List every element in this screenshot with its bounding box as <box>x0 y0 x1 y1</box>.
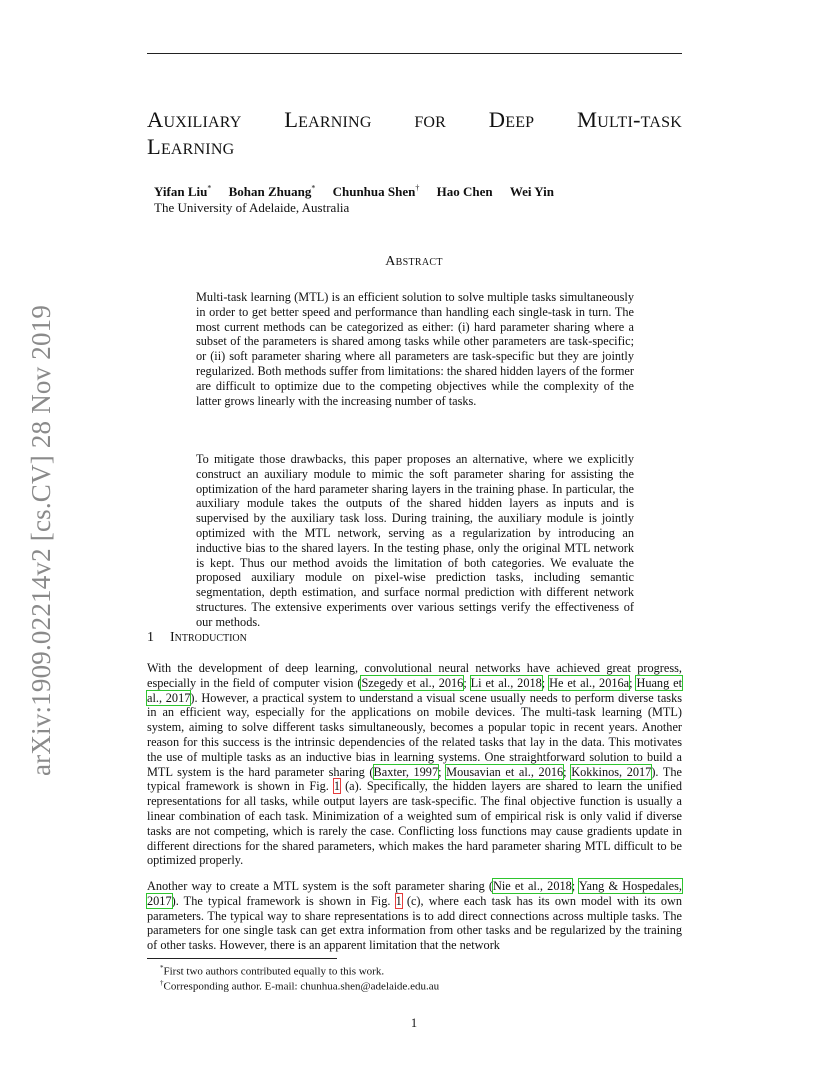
citation-link[interactable]: Baxter, 1997 <box>373 764 439 779</box>
citation-link[interactable]: Kokkinos, 2017 <box>571 764 652 779</box>
title-word: Auxiliary <box>147 107 242 132</box>
title-word: for <box>414 107 447 132</box>
title-word: Deep <box>488 107 535 132</box>
abstract-paragraph-1: Multi-task learning (MTL) is an efficient solution to solve multiple tasks simultaneously in order to get better speed and performance than handling each single-task in turn. The most current methods can be categorized as either: (i) hard parameter sharing where a subset of the parameters is shared among tasks while other parameters are task-specific; or (ii) soft parameter sharing where all parameters are task-specific but they are jointly regularized. Both methods suffer from limitations: the shared hidden layers of the former are difficult to optimize due to the competing objectives while the complexity of the latter grows linearly with the increasing number of tasks. <box>196 290 634 408</box>
figure-ref-link[interactable]: 1 <box>395 893 402 908</box>
paper-title <box>147 106 682 160</box>
section-heading <box>147 630 247 646</box>
intro-paragraph-1: With the development of deep learning, convolutional neural networks have achieved great progress, especially in the field of computer vision (Szegedy et al., 2016; Li et al., 2018; He et al., 2016a; Huang et al., 2017). However, a practical system to understand a visual scene usually needs to perform diverse tasks in an efficient way, especially for the applications on mobile devices. The multi-task learning (MTL) system, aiming to solve different tasks simultaneously, becomes a popular topic in recent years. Another reason for this success is the intrinsic dependencies of the related tasks that lay in the data. This motivates the use of multiple tasks as an inductive bias in learning systems. One straightforward solution to build a MTL system is the hard parameter sharing (Baxter, 1997; Mousavian et al., 2016; Kokkinos, 2017). The typical framework is shown in Fig. 1 (a). Specifically, the hidden layers are shared to learn the unified representations for all tasks, while output layers are task-specific. The final objective function is usually a linear combination of each task. Minimization of a weighted sum of empirical risk is only valid if diverse tasks are not competing, which is rarely the case. Conflicting loss functions may cause gradients update in different directions for the shared parameters, which makes the hard parameter sharing MTL difficult to be optimized properly. <box>147 661 683 868</box>
citation-link[interactable]: Li et al., 2018 <box>470 675 542 690</box>
arxiv-stamp: arXiv:1909.02214v2 [cs.CV] 28 Nov 2019 <box>26 304 56 776</box>
author: Chunhua Shen† <box>332 184 420 200</box>
citation-link[interactable]: Yang & Hospedales, 2017 <box>147 879 682 908</box>
author: Hao Chen <box>436 184 493 200</box>
title-word: Learning <box>284 107 372 132</box>
author: Yifan Liu* <box>154 184 212 200</box>
footnote-rule <box>147 958 337 959</box>
citation-link[interactable]: He et al., 2016a <box>549 675 630 690</box>
author: Wei Yin <box>509 184 555 200</box>
citation-link[interactable]: Nie et al., 2018 <box>493 879 572 893</box>
intro-paragraph-2: Another way to create a MTL system is the soft parameter sharing (Nie et al., 2018; Yang & Hospedales, 2017). The typical framework is shown in Fig. 1 (c), where each task has its own model with its own parameters. The typical way to share representations is to add direct connections across multiple tasks. The parameters for one single task can get extra information from other tasks and be regularized by the training of other tasks. However, there is an apparent limitation that the network <box>147 879 682 953</box>
citation-link[interactable]: Mousavian et al., 2016 <box>446 764 564 779</box>
title-word: Multi-task <box>577 107 682 132</box>
footnote-2: †Corresponding author. E-mail: chunhua.shen@adelaide.edu.au <box>160 979 440 993</box>
title-line-2: Learning <box>147 134 235 159</box>
figure-ref-link[interactable]: 1 <box>333 779 341 794</box>
author: Bohan Zhuang* <box>228 184 316 200</box>
citation-link[interactable]: Szegedy et al., 2016 <box>361 675 464 690</box>
section-title: Introduction <box>170 630 247 645</box>
affiliation: The University of Adelaide, Australia <box>154 200 350 215</box>
author-list <box>154 184 568 200</box>
page-number: 1 <box>410 1016 418 1030</box>
footnote-1: *First two authors contributed equally to this work. <box>160 964 385 978</box>
section-number: 1 <box>147 630 154 645</box>
top-rule <box>147 53 682 54</box>
abstract-paragraph-2: To mitigate those drawbacks, this paper proposes an alternative, where we explicitly construct an auxiliary module to mimic the soft parameter sharing for assisting the optimization of the hard parameter sharing layers in the training phase. In particular, the auxiliary module takes the outputs of the shared hidden layers as inputs and is supervised by the auxiliary task loss. During training, the auxiliary module is jointly optimized with the MTL network, serving as a regularization by introducing an inductive bias to the shared layers. In the testing phase, only the original MTL network is kept. Thus our method avoids the limitation of both categories. We evaluate the proposed auxiliary module on pixel-wise prediction tasks, including semantic segmentation, depth estimation, and surface normal prediction with different network structures. The extensive experiments over various settings verify the effectiveness of our methods. <box>196 452 634 629</box>
abstract-heading: Abstract <box>385 254 443 269</box>
citation-link[interactable]: Huang et al., 2017 <box>147 675 682 705</box>
